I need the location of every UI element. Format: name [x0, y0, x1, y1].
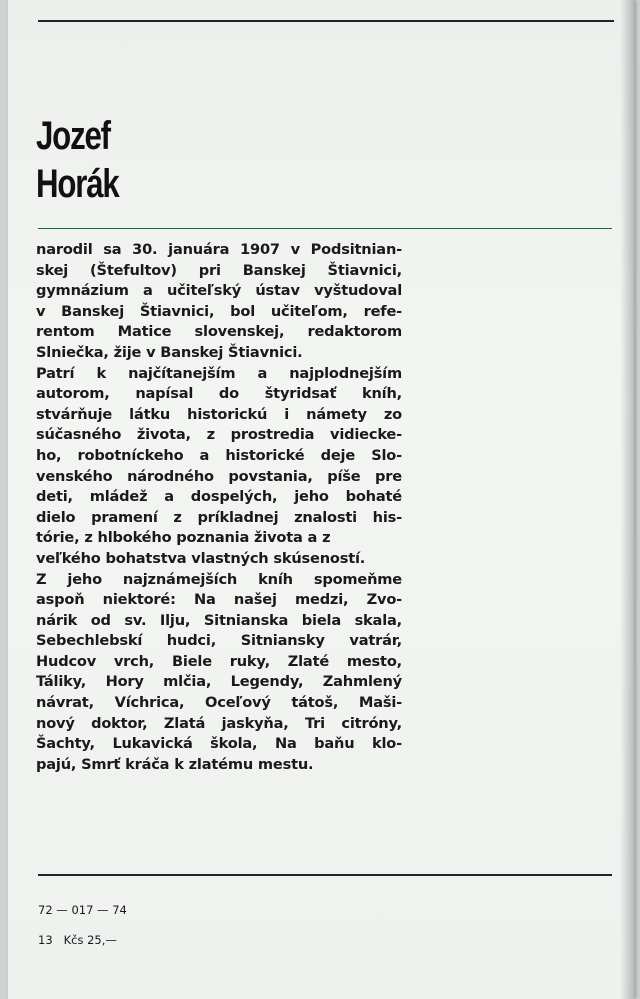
price-label: 13 Kčs 25,— — [38, 933, 117, 947]
top-rule — [38, 20, 614, 22]
bio-line: Táliky, Hory mlčia, Legendy, Zahmlený — [36, 673, 402, 691]
bio-line: Šachty, Lukavická škola, Na baňu klo- — [36, 735, 402, 753]
bottom-rule — [38, 874, 612, 876]
bio-line: aspoň niektoré: Na našej medzi, Zvo- — [36, 591, 402, 609]
bio-line: tórie, z hlbokého poznania života a z — [36, 529, 331, 547]
author-name — [36, 112, 119, 208]
bio-line: venského národného povstania, píše pre — [36, 467, 402, 485]
title-divider-rule — [38, 228, 612, 229]
book-back-cover — [8, 0, 634, 999]
bio-line: Hudcov vrch, Biele ruky, Zlaté mesto, — [36, 652, 402, 670]
author-biography — [36, 240, 402, 775]
bio-line: návrat, Víchrica, Oceľový tátoš, Maši- — [36, 694, 402, 712]
bio-line: pajú, Smrť kráča k zlatému mestu. — [36, 755, 314, 773]
bio-line: autorom, napísal do štyridsať kníh, — [36, 385, 402, 403]
bio-line: Sebechlebskí hudci, Sitniansky vatrár, — [36, 632, 402, 650]
bio-line: stvárňuje látku historickú i námety zo — [36, 405, 402, 423]
bio-line: gymnázium a učiteľský ústav vyštudoval — [36, 282, 402, 300]
author-first-name: Jozef — [36, 114, 110, 158]
page-edge-shadow — [620, 0, 634, 999]
bio-line: veľkého bohatstva vlastných skúseností. — [36, 549, 366, 567]
author-last-name: Horák — [36, 162, 119, 206]
bio-line: nový doktor, Zlatá jaskyňa, Tri citróny, — [36, 714, 402, 732]
bio-line: dielo pramení z príkladnej znalosti his- — [36, 508, 402, 526]
bio-line: ho, robotníckeho a historické deje Slo- — [36, 446, 402, 464]
bio-line: súčasného života, z prostredia vidiecke- — [36, 426, 402, 444]
bio-line: deti, mládež a dospelých, jeho bohaté — [36, 488, 402, 506]
bio-line: skej (Štefultov) pri Banskej Štiavnici, — [36, 261, 402, 279]
bio-line: narodil sa 30. januára 1907 v Podsitnian- — [36, 241, 402, 258]
bio-line: Z jeho najznámejších kníh spomeňme — [36, 570, 402, 588]
bio-line: Patrí k najčítanejším a najplodnejším — [36, 364, 402, 382]
publication-code: 72 — 017 — 74 — [38, 903, 127, 917]
bio-line: rentom Matice slovenskej, redaktorom — [36, 323, 402, 341]
bio-line: Slniečka, žije v Banskej Štiavnici. — [36, 343, 303, 361]
bio-line: v Banskej Štiavnici, bol učiteľom, refe- — [36, 302, 402, 320]
bio-line: nárik od sv. Ilju, Sitnianska biela skala, — [36, 611, 402, 629]
